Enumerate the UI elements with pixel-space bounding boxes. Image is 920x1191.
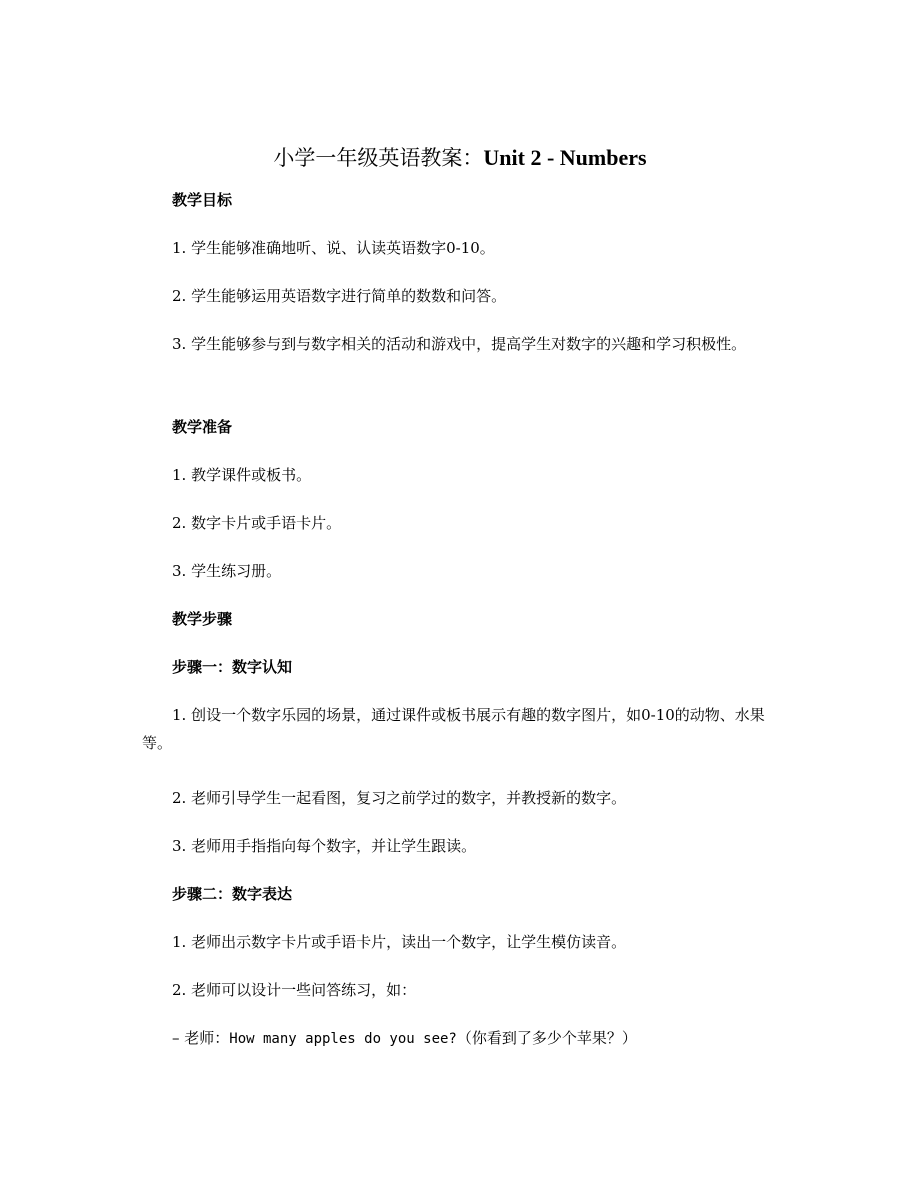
objective-item-2: 2. 学生能够运用英语数字进行简单的数数和问答。 [172, 287, 507, 305]
page-title [0, 143, 920, 173]
preparation-item-3: 3. 学生练习册。 [172, 562, 282, 580]
objectives-heading: 教学目标 [172, 191, 233, 209]
step2-item-1: 1. 老师出示数字卡片或手语卡片，读出一个数字，让学生模仿读音。 [172, 933, 627, 951]
step1-item-1: 1. 创设一个数字乐园的场景，通过课件或板书展示有趣的数字图片，如0-10的动物、水果等。 [142, 706, 765, 752]
step2-heading: 步骤二：数字表达 [172, 885, 293, 903]
title-chinese: 小学一年级英语教案： [273, 146, 484, 170]
dialog-prefix: – 老师： [172, 1029, 230, 1047]
step1-item-2: 2. 老师引导学生一起看图，复习之前学过的数字，并教授新的数字。 [172, 789, 627, 807]
title-english: Unit 2 - Numbers [483, 145, 647, 170]
step2-dialog-line [172, 1028, 637, 1049]
steps-heading: 教学步骤 [172, 610, 233, 628]
objective-item-3: 3. 学生能够参与到与数字相关的活动和游戏中，提高学生对数字的兴趣和学习积极性。 [172, 335, 747, 353]
dialog-chinese: （你看到了多少个苹果？） [456, 1029, 637, 1047]
step2-item-2: 2. 老师可以设计一些问答练习，如： [172, 981, 417, 999]
step1-heading: 步骤一：数字认知 [172, 658, 293, 676]
preparation-heading: 教学准备 [172, 418, 233, 436]
objective-item-1: 1. 学生能够准确地听、说、认读英语数字0-10。 [172, 239, 495, 257]
dialog-english: How many apples do you see? [229, 1031, 457, 1047]
step1-item-3: 3. 老师用手指指向每个数字，并让学生跟读。 [172, 837, 477, 855]
preparation-item-1: 1. 教学课件或板书。 [172, 466, 312, 484]
preparation-item-2: 2. 数字卡片或手语卡片。 [172, 514, 342, 532]
